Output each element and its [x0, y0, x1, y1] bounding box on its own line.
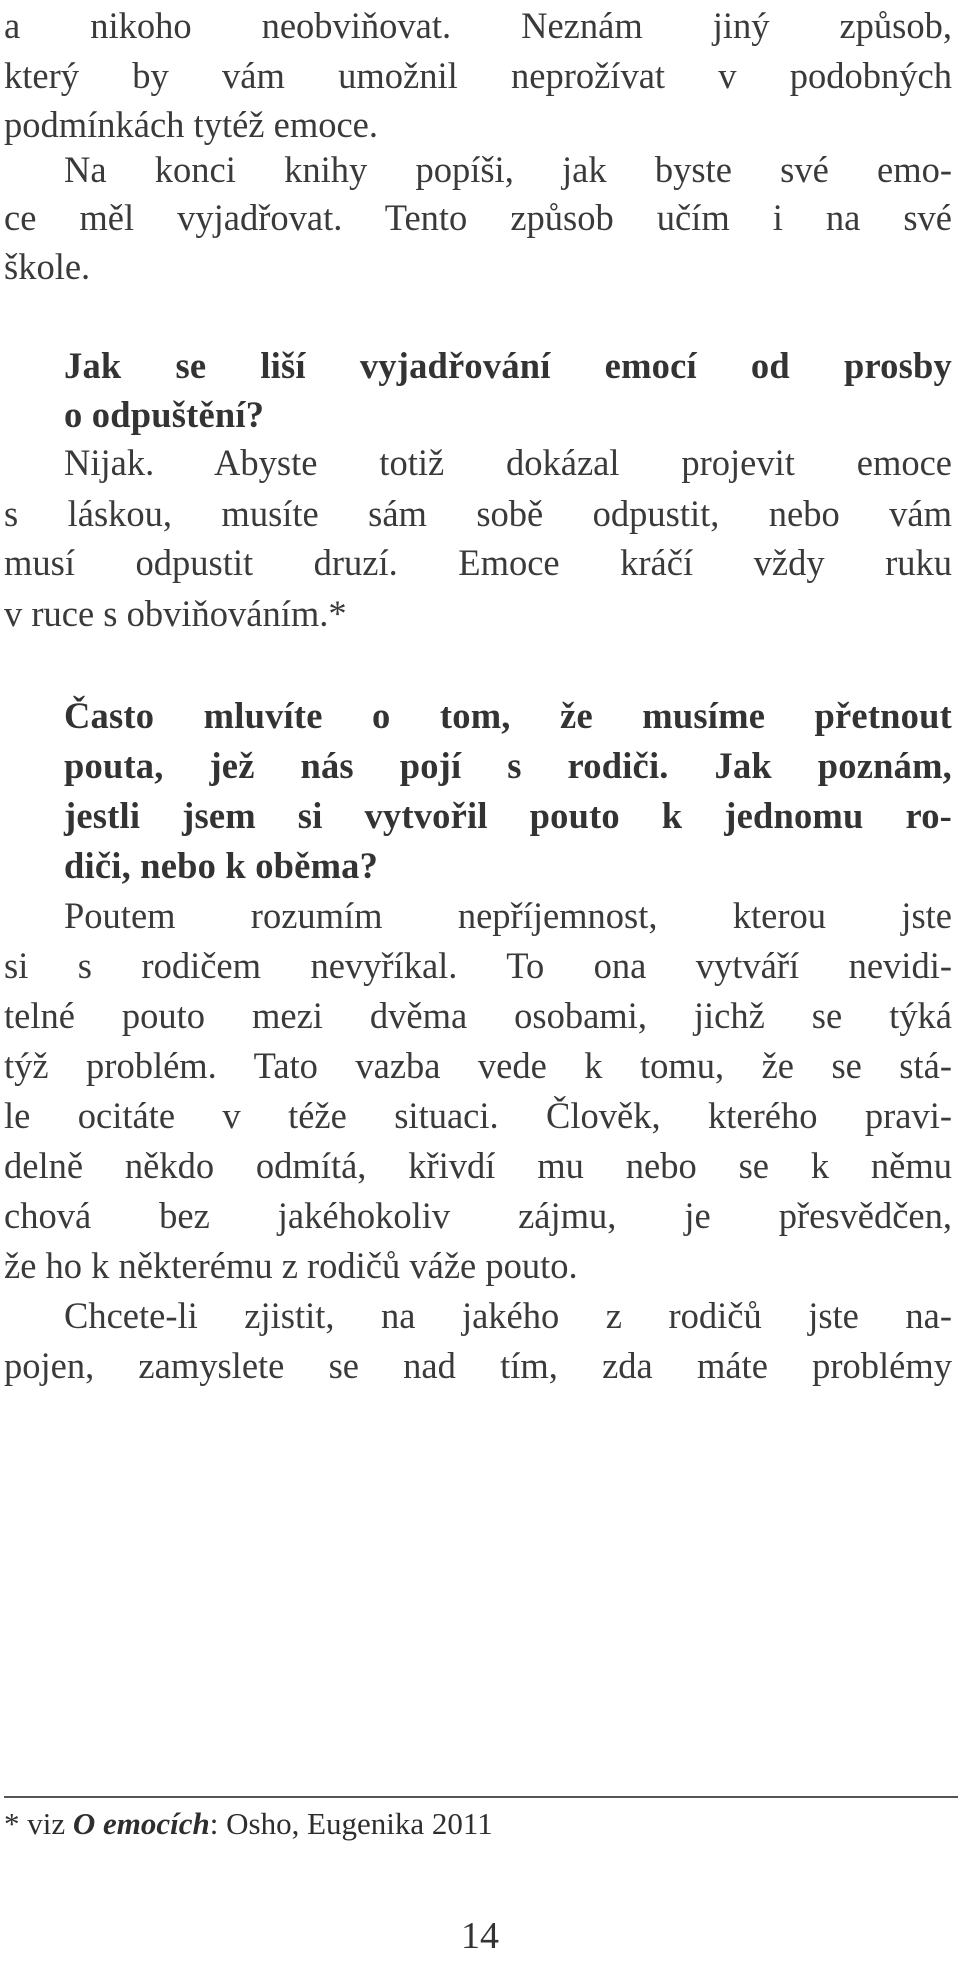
body-text-line: škole.: [4, 246, 91, 287]
footnote-book-title: O emocích: [72, 1806, 210, 1841]
answer-text-line: Nijak. Abyste totiž dokázal projevit emoce: [64, 442, 952, 483]
body-text-line: a nikoho neobviňovat. Neznám jiný způsob,: [4, 5, 952, 46]
answer-text-line: si s rodičem nevyříkal. To ona vytváří nevidi-: [4, 945, 952, 986]
body-text-line: ce měl vyjadřovat. Tento způsob učím i na své: [4, 197, 952, 238]
answer-text-line: Chcete-li zjistit, na jakého z rodičů jste na-: [64, 1295, 952, 1336]
footnote-divider: [4, 1796, 958, 1798]
question-heading-line: jestli jsem si vytvořil pouto k jednomu ro-: [64, 795, 952, 836]
footnote-source: : Osho, Eugenika 2011: [209, 1806, 493, 1841]
question-heading-line: Jak se liší vyjadřování emocí od prosby: [64, 345, 952, 386]
footnote: [4, 1804, 493, 1844]
answer-text-line: delně někdo odmítá, křivdí mu nebo se k němu: [4, 1145, 952, 1186]
answer-text-line: že ho k některému z rodičů váže pouto.: [4, 1245, 578, 1286]
answer-text-line: chová bez jakéhokoliv zájmu, je přesvědčen,: [4, 1195, 952, 1236]
footnote-marker: * viz: [4, 1806, 73, 1841]
body-text-line: Na konci knihy popíši, jak byste své emo-: [64, 149, 952, 190]
answer-text-line: telné pouto mezi dvěma osobami, jichž se týká: [4, 995, 952, 1036]
question-heading-line: diči, nebo k oběma?: [64, 845, 379, 886]
answer-text-line: le ocitáte v téže situaci. Člověk, kterého pravi-: [4, 1095, 952, 1136]
body-text-line: podmínkách tytéž emoce.: [4, 104, 378, 145]
page-number: 14: [461, 1915, 499, 1957]
answer-text-line: s láskou, musíte sám sobě odpustit, nebo vám: [4, 493, 952, 534]
answer-text-line: týž problém. Tato vazba vede k tomu, že se stá-: [4, 1045, 952, 1086]
question-heading-line: Často mluvíte o tom, že musíme přetnout: [64, 695, 952, 736]
question-heading-line: pouta, jež nás pojí s rodiči. Jak poznám,: [64, 745, 952, 786]
answer-text-line: musí odpustit druzí. Emoce kráčí vždy ruku: [4, 542, 952, 583]
body-text-line: který by vám umožnil neprožívat v podobných: [4, 55, 952, 96]
answer-text-line: v ruce s obviňováním.*: [4, 593, 347, 634]
answer-text-line: Poutem rozumím nepříjemnost, kterou jste: [64, 895, 952, 936]
answer-text-line: pojen, zamyslete se nad tím, zda máte problémy: [4, 1345, 952, 1386]
question-heading-line: o odpuštění?: [64, 394, 265, 435]
